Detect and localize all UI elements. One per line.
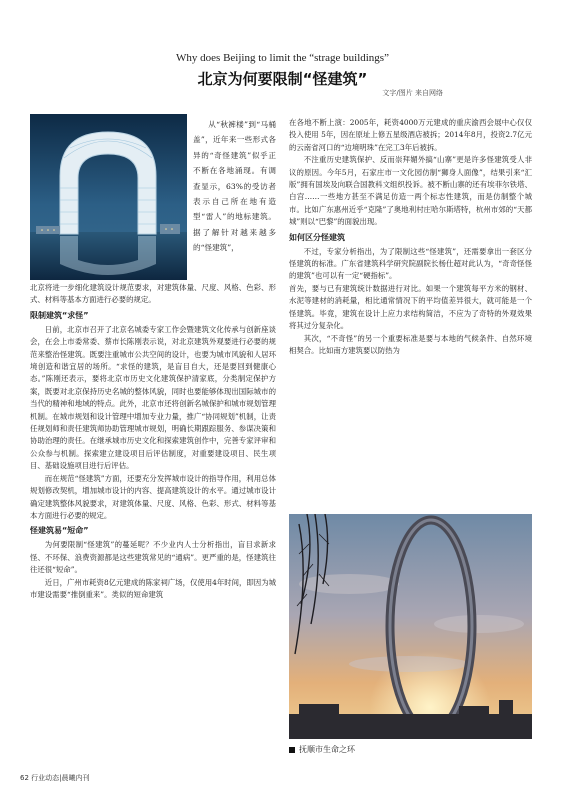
paragraph: 不过，专家分析指出，为了限制这些“怪建筑”，还需要拿出一套区分怪建筑的标准。广东省建筑科学研究院副院长杨仕超对此认为，“奇奇怪怪的建筑”也可以有一定“硬指标”。: [289, 246, 532, 281]
byline: 文字/图片 来自网络: [382, 89, 443, 97]
paragraph: 而在规范“怪建筑”方面，还要充分发挥城市设计的指导作用，利用总体规划修改契机，增加城市设计的内容、提高建筑设计的水平。通过城市设计确定建筑整体风貌要求，对建筑体量、尺度、风格、色彩、形式、材料等基本方面进行必要的规定。: [30, 473, 276, 520]
section-heading-distinguish: 如何区分怪建筑: [289, 232, 345, 242]
article-title-english: Why does Beijing to limit the “strage buildings”: [176, 52, 389, 64]
paragraph: 近日，广州市耗资8亿元建成的陈家祠广场，仅使用4年时间，即因为城市建设需要“推倒重来”。类似的短命建筑: [30, 577, 276, 599]
paragraph: 为何要限制“怪建筑”的蔓延呢？不少业内人士分析指出，盲目求新求怪、不环保、浪费资源都是这些建筑常见的“通病”。更严重的是，怪建筑往往还很“短命”。: [30, 540, 276, 575]
ring-of-life-photo: [289, 514, 532, 739]
left-column: [30, 282, 276, 601]
intro-beside-photo: [193, 117, 276, 256]
caption-marker-icon: [289, 747, 295, 753]
right-column: [289, 117, 532, 357]
intro-continuation: 北京将进一步细化建筑设计规范要求，对建筑体量、尺度、风格、色彩、形式、材料等基本方面进行必要的规定。: [30, 283, 276, 305]
photo-caption: [289, 744, 355, 755]
paragraph: 不注重历史建筑保护、反而崇拜媚外搞“山寨”更是许多怪建筑受人非议的原因。今年5月，石家庄市一文化园仿制“狮身人面像”，结果引来“汇版”拥有国埃及向联合国教科文组织投诉。被不断山寨的还有埃菲尔铁塔、白宫……一些地方甚至不满足仿造一两个标志性建筑，而是仿制整个城市。比如广东惠州近乎“克隆”了奥地利村庄哈尔斯塔特，杭州市郊的“天都城”则以“巴黎”的面貌出现。: [289, 155, 532, 227]
intro-text: 从“秋裤楼”到“马桶盖”，近年来一些形式各异的“奇怪建筑”似乎正不断在各地涌现。有调查显示，63%的受访者表示自己所在地有造型“雷人”的地标建筑。据了解针对越来越多的“怪建筑”，: [193, 120, 276, 253]
horseshoe-hotel-photo: [30, 114, 187, 280]
section-heading-limit: 限制建筑“求怪”: [30, 310, 89, 320]
paragraph: 首先，要与已有建筑统计数据进行对比。如果一个建筑每平方米的钢材、水泥等建材的消耗量，相比通常情况下的平均值差异很大，就可能是一个怪建筑。毕竟，建筑在设计上应力求结构简洁，不应为了奇特的外观效果将其过分复杂化。: [289, 283, 532, 331]
section-heading-short-lived: 怪建筑易“短命”: [30, 526, 89, 536]
caption-text: 抚顺市生命之环: [299, 745, 355, 754]
paragraph: 其次，“不奇怪”的另一个重要标准是要与本地的气候条件、自然环境相契合。比如南方建筑要以防热为: [289, 333, 532, 355]
paragraph: 在各地不断上演：2005年，耗资4000万元建成的重庆渝西会展中心仅仅投入使用 5年，因在原址上修五星级酒店被拆；2014年8月，投资2.7亿元的云南省河口的“边境明珠”在完工3年后被拆。: [289, 118, 532, 152]
page-footer: 62 行业动态|晨曦内刊: [20, 774, 90, 782]
paragraph: 日前，北京市召开了北京名城委专家工作会暨建筑文化传承与创新座谈会，在会上市委常委、蔡市长陈刚表示说，对北京建筑外观要进行必要的规范来整治怪建筑。既要注重城市公共空间的设计，也要为城市风貌和人居环境创造和谐宜居的场所。“求怪的建筑，是盲目自大，还是要回到健康心态。”陈刚还表示，要将北京市历史文化建筑保护清家底，分类制定保护方案，既要对北京保持历史名城的整体风貌，同时也要能够体现出国际城市的当代的精神和地域的特点。此外，北京市还将创新名城保护和城市规划管理机制。在城市规划和设计管理中增加专业力量，推广“协同规划”机制，让责任规划师和责任建筑师协助管理城市规划，明确长期跟踪服务、参谋决策和协助治理的责任。在继承城市历史文化和探索建筑创作中，完善专家评审和公众参与机制。探索建立建设项目后评估制度，对重要建设项目、民生项目、基础设施项目进行后评估。: [30, 324, 276, 471]
article-title-chinese: 北京为何要限制“怪建筑”: [197, 70, 368, 88]
